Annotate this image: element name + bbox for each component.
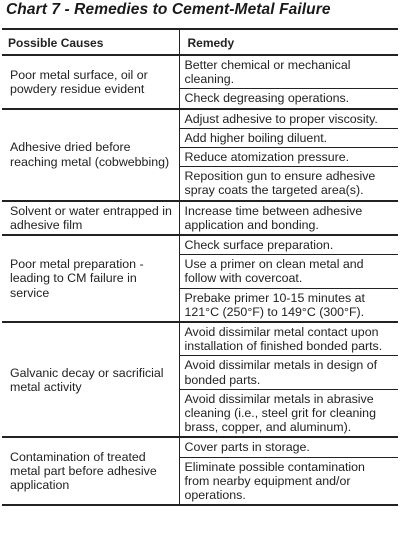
remedy-cell: Reposition gun to ensure adhesive spray coats the targeted area(s). <box>179 167 398 201</box>
remedy-cell: Avoid dissimilar metal contact upon installation of finished bonded parts. <box>179 322 398 356</box>
remedy-cell: Cover parts in storage. <box>179 437 398 457</box>
chart-title: Chart 7 - Remedies to Cement-Metal Failure <box>6 1 331 18</box>
remedy-cell: Use a primer on clean metal and follow with covercoat. <box>179 255 398 288</box>
remedy-cell: Avoid dissimilar metals in abrasive cleaning (i.e., steel grit for cleaning brass, copper, and aluminum). <box>179 389 398 437</box>
cause-cell: Adhesive dried before reaching metal (cobwebbing) <box>2 109 179 201</box>
remedies-table <box>2 28 398 506</box>
cause-cell: Poor metal preparation - leading to CM failure in service <box>2 235 179 322</box>
table-header-row <box>2 29 398 55</box>
remedy-cell: Prebake primer 10-15 minutes at 121°C (250°F) to 149°C (300°F). <box>179 288 398 322</box>
remedy-cell: Check surface preparation. <box>179 235 398 255</box>
table-row <box>2 322 398 356</box>
table-row <box>2 437 398 457</box>
cause-cell: Contamination of treated metal part before adhesive application <box>2 437 179 505</box>
remedy-cell: Eliminate possible contamination from nearby equipment and/or operations. <box>179 457 398 505</box>
cause-cell: Galvanic decay or sacrificial metal activity <box>2 322 179 437</box>
cause-cell: Solvent or water entrapped in adhesive film <box>2 201 179 235</box>
table-row <box>2 109 398 129</box>
remedy-cell: Better chemical or mechanical cleaning. <box>179 55 398 89</box>
remedy-cell: Reduce atomization pressure. <box>179 148 398 167</box>
table-body <box>2 55 398 505</box>
column-header-causes: Possible Causes <box>2 29 179 55</box>
table-row <box>2 55 398 89</box>
remedy-cell: Avoid dissimilar metals in design of bonded parts. <box>179 356 398 389</box>
cause-cell: Poor metal surface, oil or powdery residue evident <box>2 55 179 109</box>
remedy-cell: Check degreasing operations. <box>179 89 398 109</box>
remedy-cell: Add higher boiling diluent. <box>179 128 398 147</box>
column-header-remedy: Remedy <box>179 29 398 55</box>
remedy-cell: Adjust adhesive to proper viscosity. <box>179 109 398 129</box>
remedy-cell: Increase time between adhesive application and bonding. <box>179 201 398 235</box>
table-row <box>2 235 398 255</box>
table-row <box>2 201 398 235</box>
